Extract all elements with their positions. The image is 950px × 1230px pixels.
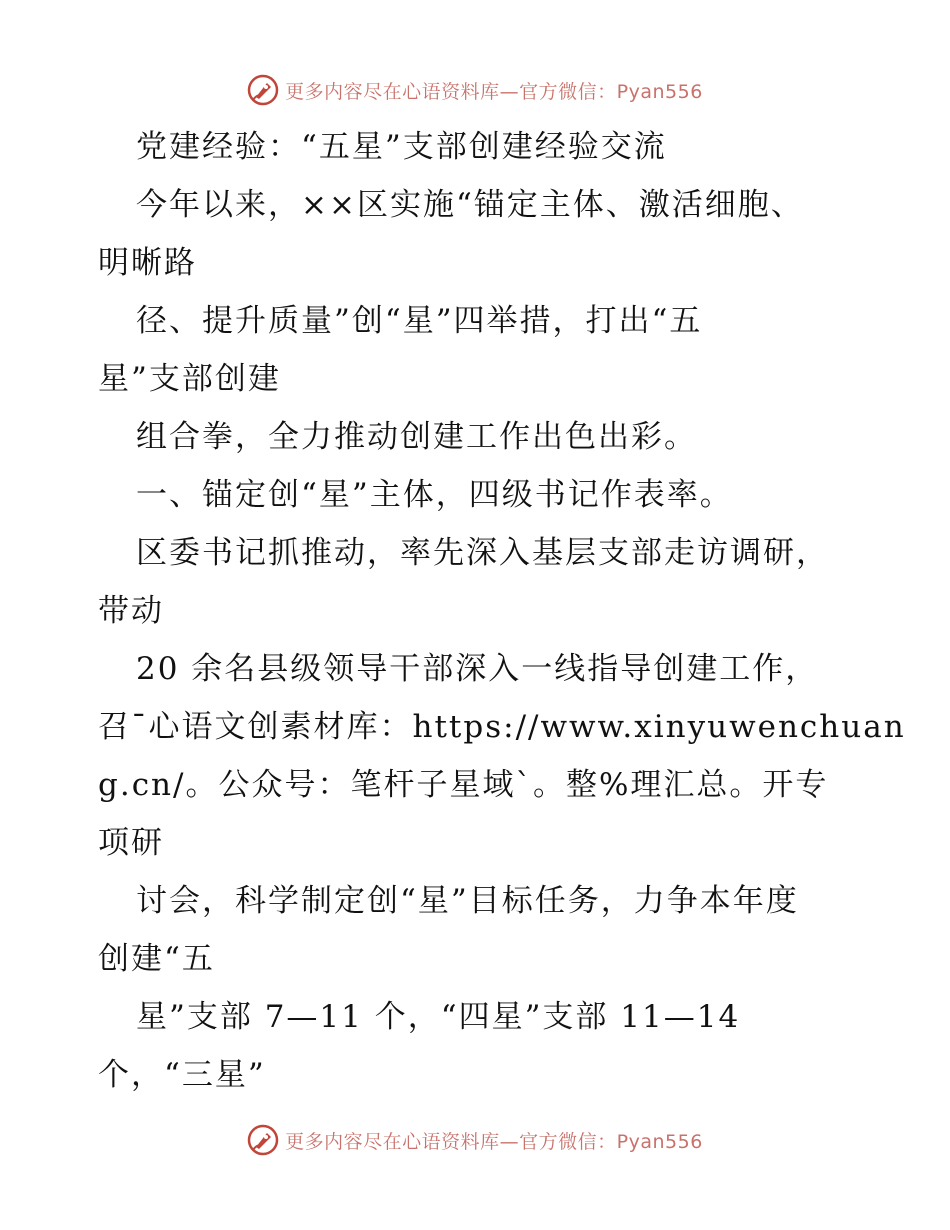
footer-banner-title: 更多内容尽在心语资料库	[285, 1130, 500, 1153]
footer-banner	[0, 1120, 950, 1160]
paragraph-line: 区委书记抓推动，率先深入基层支部走访调研，	[136, 535, 829, 571]
paragraph-line: 明晰路	[98, 245, 197, 281]
paragraph-line: 径、提升质量”创“星”四举措，打出“五	[136, 303, 703, 339]
paragraph-line: 今年以来，××区实施“锚定主体、激活细胞、	[136, 187, 804, 223]
pen-nib-logo-icon	[247, 74, 279, 106]
paragraph-line: 20 余名县级领导干部深入一线指导创建工作，	[136, 651, 819, 687]
section-heading: 一、锚定创“星”主体，四级书记作表率。	[136, 477, 733, 513]
header-banner	[0, 70, 950, 110]
paragraph-line: 召¯心语文创素材库：https://www.xinyuwenchuan	[98, 709, 906, 745]
paragraph-line: 星”支部 7—11 个，“四星”支部 11—14	[136, 999, 741, 1035]
paragraph-line: 组合拳，全力推动创建工作出色出彩。	[136, 419, 697, 455]
paragraph-line: 项研	[98, 825, 164, 861]
document-title: 党建经验：“五星”支部创建经验交流	[136, 129, 667, 165]
paragraph-line: 带动	[98, 593, 164, 629]
paragraph-line: 创建“五	[98, 941, 215, 977]
footer-banner-inner	[247, 1124, 703, 1156]
footer-banner-text	[285, 1127, 703, 1154]
paragraph-line: 星”支部创建	[98, 361, 281, 397]
pen-nib-logo-icon	[247, 1124, 279, 1156]
header-banner-inner	[247, 74, 703, 106]
paragraph-line: 讨会，科学制定创“星”目标任务，力争本年度	[136, 883, 799, 919]
paragraph-line: g.cn/。公众号：笔杆子星域`。整%理汇总。开专	[98, 767, 829, 803]
header-banner-text	[285, 77, 703, 104]
header-banner-contact: 官方微信：Pyan556	[519, 80, 703, 103]
header-banner-title: 更多内容尽在心语资料库	[285, 80, 500, 103]
header-banner-separator: —	[499, 80, 520, 103]
paragraph-line: 个，“三星”	[98, 1057, 266, 1093]
footer-banner-contact: 官方微信：Pyan556	[519, 1130, 703, 1153]
document-body	[98, 118, 906, 1104]
footer-banner-separator: —	[499, 1130, 520, 1153]
